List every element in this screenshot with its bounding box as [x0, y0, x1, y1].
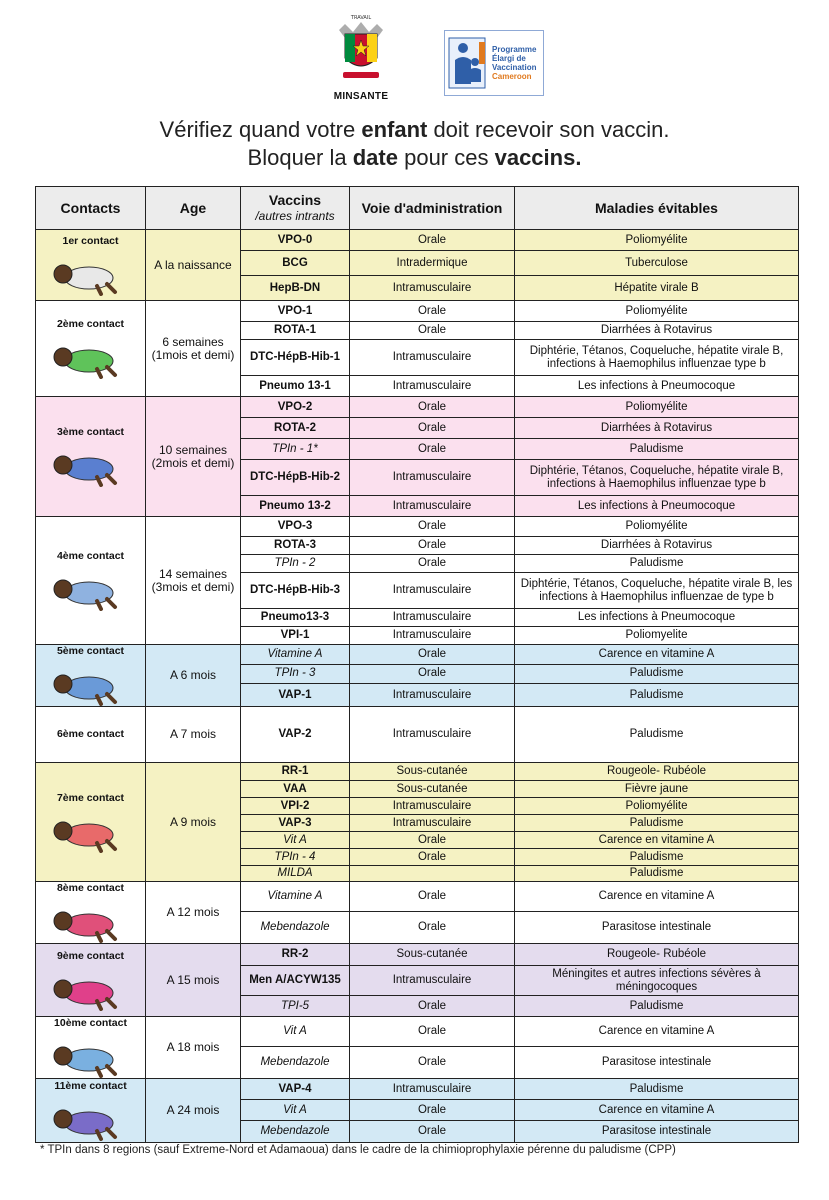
baby-icon: [49, 337, 119, 379]
vaccine-cell: VPI-1: [241, 627, 350, 645]
table-header-row: [36, 187, 799, 230]
contact-cell: [36, 944, 146, 1017]
contact-label: 1er contact: [62, 234, 119, 247]
disease-cell: Parasitose intestinale: [515, 1121, 799, 1143]
minsante-label: MINSANTE: [333, 91, 389, 102]
disease-cell: Poliomyelite: [515, 627, 799, 645]
route-cell: Orale: [350, 537, 515, 555]
contact-cell: [36, 397, 146, 517]
disease-cell: Carence en vitamine A: [515, 1017, 799, 1047]
table-row: [36, 301, 799, 322]
contact-label: 11ème contact: [54, 1080, 127, 1092]
route-cell: Intramusculaire: [350, 1079, 515, 1100]
disease-cell: Parasitose intestinale: [515, 1047, 799, 1079]
contact-cell: [36, 707, 146, 763]
age-cell: A 7 mois: [146, 707, 241, 763]
contact-cell: [36, 882, 146, 944]
vaccine-cell: TPI-5: [241, 996, 350, 1017]
contact-cell: [36, 517, 146, 645]
route-cell: Intradermique: [350, 251, 515, 276]
vaccine-cell: VAP-4: [241, 1079, 350, 1100]
disease-cell: Méningites et autres infections sévères à méningocoques: [515, 966, 799, 996]
age-cell: A la naissance: [146, 230, 241, 301]
route-cell: Orale: [350, 882, 515, 912]
route-cell: Intramusculaire: [350, 609, 515, 627]
baby-icon: [49, 811, 119, 853]
vaccine-cell: ROTA-2: [241, 418, 350, 439]
route-cell: Orale: [350, 397, 515, 418]
vaccine-cell: VAP-2: [241, 707, 350, 763]
vaccine-cell: Men A/ACYW135: [241, 966, 350, 996]
table-row: [36, 645, 799, 665]
contact-label: 4ème contact: [56, 550, 125, 562]
route-cell: Intramusculaire: [350, 573, 515, 609]
vaccine-cell: Pneumo 13-2: [241, 496, 350, 517]
baby-icon: [49, 664, 119, 706]
vaccine-cell: Vit A: [241, 1017, 350, 1047]
disease-cell: Carence en vitamine A: [515, 832, 799, 849]
route-cell: Orale: [350, 439, 515, 460]
col-vaccins: Vaccins /autres intrants: [241, 187, 350, 230]
route-cell: Orale: [350, 555, 515, 573]
col-voie: Voie d'administration: [350, 187, 515, 230]
vaccine-cell: BCG: [241, 251, 350, 276]
table-row: [36, 944, 799, 966]
contact-cell: [36, 301, 146, 397]
age-cell: 14 semaines (3mois et demi): [146, 517, 241, 645]
route-cell: Orale: [350, 1047, 515, 1079]
route-cell: Intramusculaire: [350, 276, 515, 301]
vaccine-cell: TPIn - 4: [241, 849, 350, 866]
vaccination-schedule-table: [35, 186, 799, 1143]
vaccine-cell: VPI-2: [241, 798, 350, 815]
route-cell: Orale: [350, 996, 515, 1017]
route-cell: Intramusculaire: [350, 966, 515, 996]
contact-label: 6ème contact: [56, 728, 125, 740]
disease-cell: Parasitose intestinale: [515, 912, 799, 944]
disease-cell: Rougeole- Rubéole: [515, 944, 799, 966]
disease-cell: Paludisme: [515, 866, 799, 882]
disease-cell: Paludisme: [515, 555, 799, 573]
table-row: [36, 1017, 799, 1047]
route-cell: Sous-cutanée: [350, 781, 515, 798]
disease-cell: Diarrhées à Rotavirus: [515, 322, 799, 340]
disease-cell: Poliomyélite: [515, 301, 799, 322]
disease-cell: Paludisme: [515, 815, 799, 832]
vaccine-cell: RR-1: [241, 763, 350, 781]
pev-text: Programme Élargi de Vaccination Cameroon: [492, 45, 537, 81]
route-cell: Intramusculaire: [350, 496, 515, 517]
route-cell: Intramusculaire: [350, 376, 515, 397]
vaccine-cell: Vit A: [241, 1100, 350, 1121]
contact-cell: [36, 1079, 146, 1143]
route-cell: Orale: [350, 912, 515, 944]
baby-icon: [49, 445, 119, 487]
table-row: [36, 763, 799, 781]
route-cell: Intramusculaire: [350, 707, 515, 763]
disease-cell: Paludisme: [515, 996, 799, 1017]
vaccine-cell: TPIn - 3: [241, 664, 350, 684]
disease-cell: Diarrhées à Rotavirus: [515, 537, 799, 555]
baby-icon: [49, 254, 119, 296]
header-logos: [0, 12, 829, 102]
table-body: [36, 230, 799, 1143]
col-contacts: Contacts: [36, 187, 146, 230]
vaccine-cell: MILDA: [241, 866, 350, 882]
contact-label: 3ème contact: [56, 426, 125, 438]
route-cell: Intramusculaire: [350, 815, 515, 832]
route-cell: [350, 866, 515, 882]
baby-icon: [49, 901, 119, 943]
col-age: Age: [146, 187, 241, 230]
vaccine-cell: Pneumo 13-1: [241, 376, 350, 397]
table-row: [36, 707, 799, 763]
disease-cell: Les infections à Pneumocoque: [515, 496, 799, 517]
baby-icon: [49, 569, 119, 611]
disease-cell: Poliomyélite: [515, 798, 799, 815]
page-title: Vérifiez quand votre enfant doit recevoir son vaccin. Bloquer la date pour ces vaccins.: [159, 117, 670, 170]
vaccine-cell: VPO-3: [241, 517, 350, 537]
disease-cell: Paludisme: [515, 707, 799, 763]
age-cell: A 9 mois: [146, 763, 241, 882]
route-cell: Intramusculaire: [350, 340, 515, 376]
disease-cell: Hépatite virale B: [515, 276, 799, 301]
age-cell: 6 semaines (1mois et demi): [146, 301, 241, 397]
age-cell: A 12 mois: [146, 882, 241, 944]
vaccine-cell: VAP-3: [241, 815, 350, 832]
vaccine-cell: TPIn - 2: [241, 555, 350, 573]
vaccine-cell: ROTA-3: [241, 537, 350, 555]
coat-of-arms-icon: [331, 12, 391, 84]
table-row: [36, 397, 799, 418]
vaccine-cell: VPO-1: [241, 301, 350, 322]
disease-cell: Paludisme: [515, 849, 799, 866]
table-row: [36, 882, 799, 912]
route-cell: Orale: [350, 517, 515, 537]
disease-cell: Paludisme: [515, 664, 799, 684]
disease-cell: Paludisme: [515, 684, 799, 707]
vaccine-cell: DTC-HépB-Hib-3: [241, 573, 350, 609]
disease-cell: Les infections à Pneumocoque: [515, 376, 799, 397]
contact-cell: [36, 1017, 146, 1079]
age-cell: 10 semaines (2mois et demi): [146, 397, 241, 517]
disease-cell: Carence en vitamine A: [515, 882, 799, 912]
vaccine-cell: Vitamine A: [241, 645, 350, 665]
table-row: [36, 230, 799, 251]
disease-cell: Poliomyélite: [515, 517, 799, 537]
baby-icon: [49, 969, 119, 1011]
vaccination-family-icon: [447, 34, 489, 92]
route-cell: Orale: [350, 645, 515, 665]
pev-logo: [444, 30, 544, 96]
vaccine-cell: DTC-HépB-Hib-1: [241, 340, 350, 376]
disease-cell: Carence en vitamine A: [515, 645, 799, 665]
contact-cell: [36, 645, 146, 707]
route-cell: Orale: [350, 418, 515, 439]
vaccine-cell: HepB-DN: [241, 276, 350, 301]
minsante-logo: [318, 12, 404, 102]
footnote: * TPIn dans 8 regions (sauf Extreme-Nord et Adamaoua) dans le cadre de la chimioprophylaxie pérenne du paludisme (CPP): [40, 1144, 676, 1156]
route-cell: Orale: [350, 1017, 515, 1047]
route-cell: Intramusculaire: [350, 798, 515, 815]
contact-cell: [36, 230, 146, 301]
route-cell: Orale: [350, 322, 515, 340]
vaccine-cell: Mebendazole: [241, 912, 350, 944]
contact-label: 8ème contact: [56, 882, 125, 894]
baby-icon: [49, 1036, 119, 1078]
disease-cell: Poliomyélite: [515, 397, 799, 418]
vaccine-cell: Vitamine A: [241, 882, 350, 912]
disease-cell: Diphtérie, Tétanos, Coqueluche, hépatite virale B, les infections à Haemophilus influenzae de type b: [515, 573, 799, 609]
route-cell: Orale: [350, 1121, 515, 1143]
contact-label: 9ème contact: [56, 949, 125, 962]
disease-cell: Paludisme: [515, 1079, 799, 1100]
disease-cell: Diarrhées à Rotavirus: [515, 418, 799, 439]
col-maladies: Maladies évitables: [515, 187, 799, 230]
route-cell: Orale: [350, 230, 515, 251]
vaccine-cell: DTC-HépB-Hib-2: [241, 460, 350, 496]
route-cell: Intramusculaire: [350, 627, 515, 645]
age-cell: A 15 mois: [146, 944, 241, 1017]
vaccine-cell: VPO-0: [241, 230, 350, 251]
vaccine-cell: TPIn - 1*: [241, 439, 350, 460]
route-cell: Orale: [350, 832, 515, 849]
contact-label: 5ème contact: [56, 645, 125, 657]
disease-cell: Paludisme: [515, 439, 799, 460]
disease-cell: Les infections à Pneumocoque: [515, 609, 799, 627]
disease-cell: Rougeole- Rubéole: [515, 763, 799, 781]
contact-label: 10ème contact: [54, 1017, 127, 1029]
vaccine-cell: VAA: [241, 781, 350, 798]
disease-cell: Carence en vitamine A: [515, 1100, 799, 1121]
age-cell: A 24 mois: [146, 1079, 241, 1143]
age-cell: A 6 mois: [146, 645, 241, 707]
contact-label: 2ème contact: [56, 318, 125, 330]
vaccine-cell: Pneumo13-3: [241, 609, 350, 627]
route-cell: Orale: [350, 301, 515, 322]
vaccine-cell: Mebendazole: [241, 1047, 350, 1079]
disease-cell: Fièvre jaune: [515, 781, 799, 798]
route-cell: Intramusculaire: [350, 460, 515, 496]
vaccine-cell: RR-2: [241, 944, 350, 966]
disease-cell: Tuberculose: [515, 251, 799, 276]
table-row: [36, 517, 799, 537]
baby-icon: [49, 1099, 119, 1141]
vaccine-cell: VPO-2: [241, 397, 350, 418]
vaccine-cell: VAP-1: [241, 684, 350, 707]
route-cell: Orale: [350, 664, 515, 684]
route-cell: Orale: [350, 849, 515, 866]
age-cell: A 18 mois: [146, 1017, 241, 1079]
svg-text:TRAVAIL: TRAVAIL: [350, 15, 372, 21]
table-row: [36, 1079, 799, 1100]
vaccine-cell: Vit A: [241, 832, 350, 849]
route-cell: Sous-cutanée: [350, 763, 515, 781]
vaccine-cell: Mebendazole: [241, 1121, 350, 1143]
route-cell: Sous-cutanée: [350, 944, 515, 966]
vaccine-cell: ROTA-1: [241, 322, 350, 340]
route-cell: Orale: [350, 1100, 515, 1121]
disease-cell: Diphtérie, Tétanos, Coqueluche, hépatite virale B, infections à Haemophilus influenzae type b: [515, 340, 799, 376]
contact-cell: [36, 763, 146, 882]
disease-cell: Poliomyélite: [515, 230, 799, 251]
route-cell: Intramusculaire: [350, 684, 515, 707]
disease-cell: Diphtérie, Tétanos, Coqueluche, hépatite virale B, infections à Haemophilus influenzae type b: [515, 460, 799, 496]
contact-label: 7ème contact: [56, 791, 125, 804]
